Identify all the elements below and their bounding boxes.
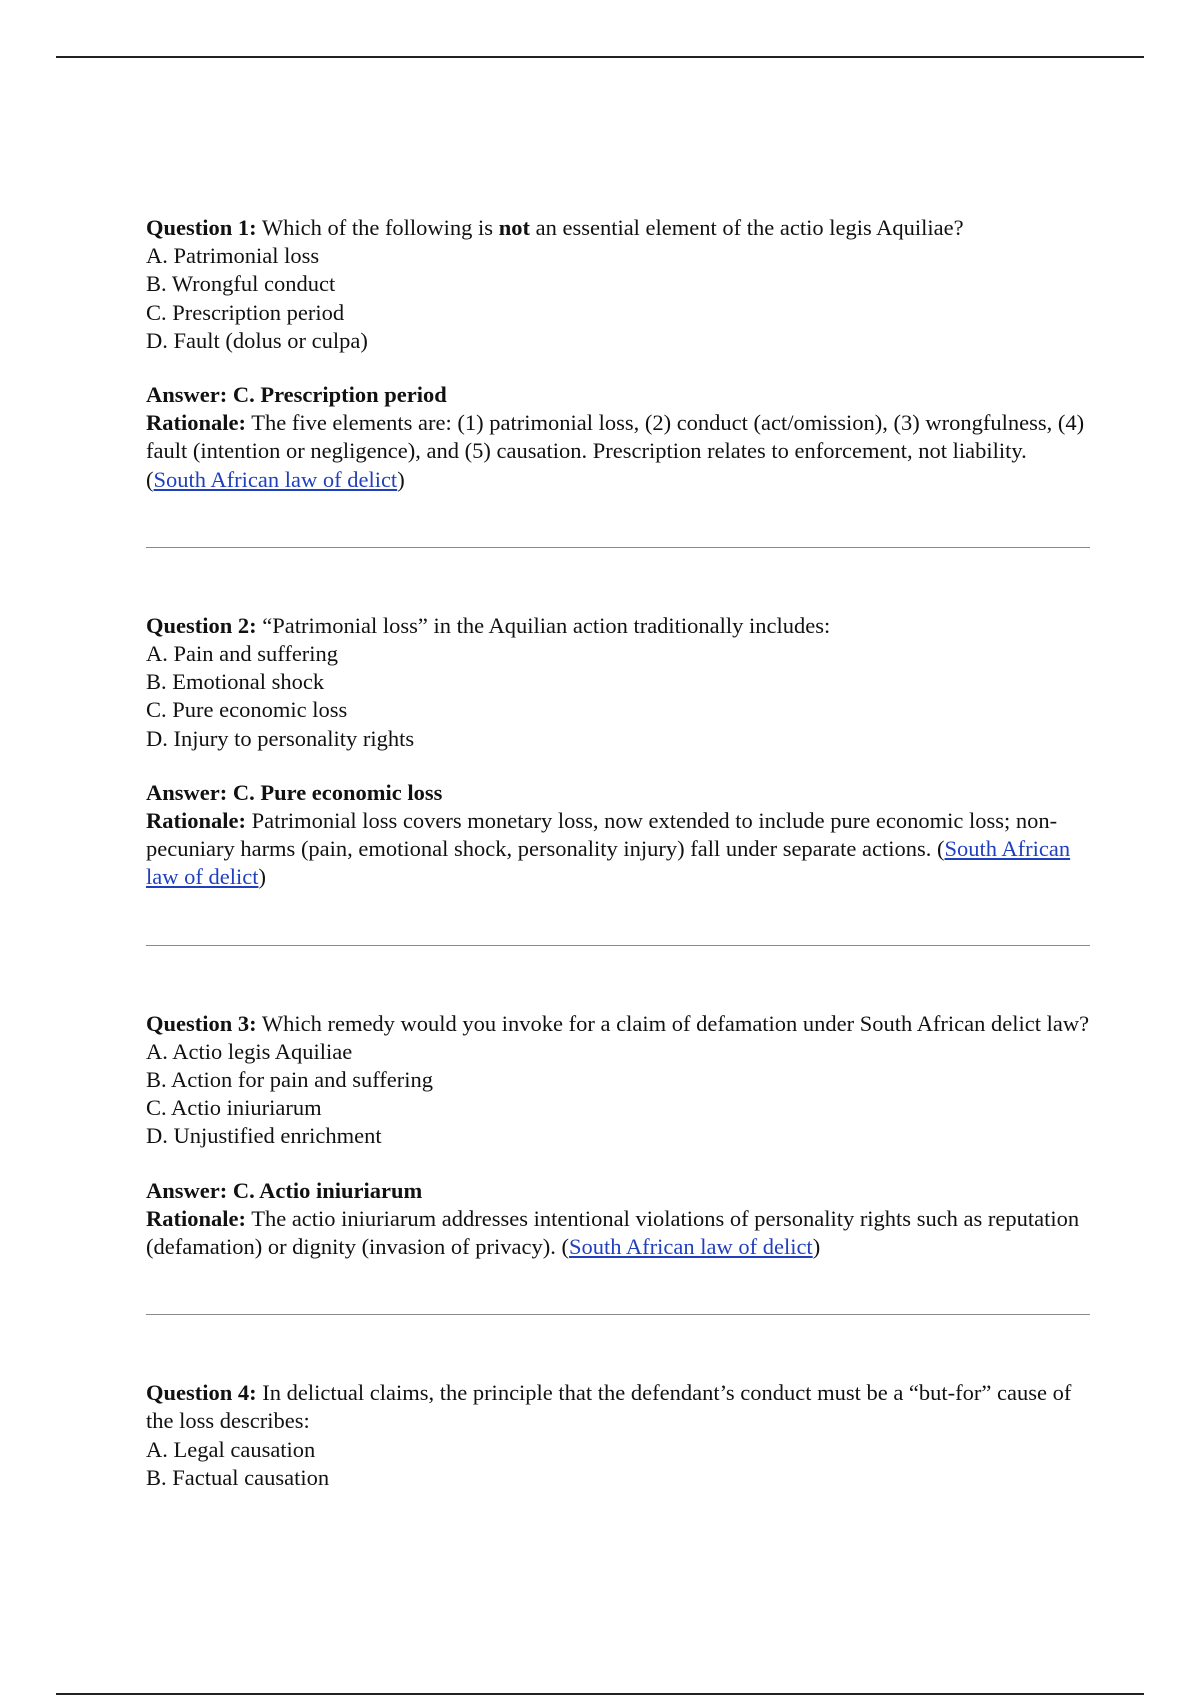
page-top-rule xyxy=(56,56,1144,58)
separator-3 xyxy=(146,1261,1090,1379)
question-2-option-a: A. Pain and suffering xyxy=(146,641,339,667)
question-3-rationale-end: ) xyxy=(812,1234,821,1260)
question-4-option-b: B. Factual causation xyxy=(146,1464,330,1490)
question-1-option-c: C. Prescription period xyxy=(146,299,345,325)
question-2-text-before: “Patrimonial loss” in the Aquilian action traditionally includes: xyxy=(256,612,831,638)
question-4-text-before: In delictual claims, the principle that the defendant’s conduct must be a “but-for” cause of the loss describes: xyxy=(146,1380,1072,1434)
question-4-option-a: A. Legal causation xyxy=(146,1436,316,1462)
question-2-option-c: C. Pure economic loss xyxy=(146,697,348,723)
question-1-text-after: an essential element of the actio legis Aquiliae? xyxy=(529,215,964,240)
question-1-text-before: Which of the following is xyxy=(256,215,499,240)
question-1-rationale xyxy=(146,409,1090,494)
question-1-option-b: B. Wrongful conduct xyxy=(146,271,336,297)
question-2-option-b: B. Emotional shock xyxy=(146,669,325,695)
question-2-rationale-text: Patrimonial loss covers monetary loss, now extended to include pure economic loss; non-pecuniary harms (pain, emotional shock, personality injury) fall under separate actions. ( xyxy=(146,808,1058,862)
question-3-option-d: D. Unjustified enrichment xyxy=(146,1123,382,1149)
question-3-answer-label: Answer: xyxy=(146,1177,228,1203)
question-1-answer-text: C. Prescription period xyxy=(227,382,447,408)
question-3-rationale xyxy=(146,1205,1090,1261)
question-1-rationale-label: Rationale: xyxy=(146,410,246,436)
question-2-option-d: D. Injury to personality rights xyxy=(146,725,415,751)
question-1-source-link[interactable]: South African law of delict xyxy=(153,466,398,492)
question-1-option-d: D. Fault (dolus or culpa) xyxy=(146,327,368,353)
question-2-answer-label: Answer: xyxy=(146,779,228,805)
question-1-stem xyxy=(146,214,1090,242)
question-3-option-b: B. Action for pain and suffering xyxy=(146,1067,434,1093)
question-3-label: Question 3: xyxy=(146,1010,257,1036)
question-3-option-a: A. Actio legis Aquiliae xyxy=(146,1038,353,1064)
question-3-rationale-text: The actio iniuriarum addresses intentional violations of personality rights such as reputation (defamation) or dignity (invasion of privacy). ( xyxy=(146,1205,1080,1260)
question-1-answer-label: Answer: xyxy=(146,382,228,408)
separator-2 xyxy=(146,892,1090,1010)
question-3-option-c: C. Actio iniuriarum xyxy=(146,1095,322,1121)
separator-1 xyxy=(146,494,1090,612)
question-2-stem xyxy=(146,612,1090,640)
question-3-text-before: Which remedy would you invoke for a claim of defamation under South African delict law? xyxy=(256,1010,1090,1036)
question-3-answer-text: C. Actio iniuriarum xyxy=(227,1177,423,1203)
question-1-label: Question 1: xyxy=(146,215,257,240)
question-2-source-link[interactable]: South African law of delict xyxy=(146,836,1071,890)
question-3-stem xyxy=(146,1010,1090,1038)
question-list xyxy=(146,214,1090,1492)
question-2-answer xyxy=(146,779,1090,807)
question-1-answer xyxy=(146,381,1090,409)
question-4-stem xyxy=(146,1379,1090,1435)
question-1-rationale-text: The five elements are: (1) patrimonial loss, (2) conduct (act/omission), (3) wrongfulness, (4) fault (intention or negligence), and (5) causation. Prescription relates to enforcement, not liability. ( xyxy=(146,410,1085,492)
question-3-rationale-label: Rationale: xyxy=(146,1205,246,1231)
question-2-rationale xyxy=(146,807,1090,892)
question-block-3 xyxy=(146,1010,1090,1262)
question-1-text-strong: not xyxy=(498,215,530,240)
question-1-option-a: A. Patrimonial loss xyxy=(146,243,320,269)
page-bottom-rule xyxy=(56,1693,1144,1695)
question-2-rationale-end: ) xyxy=(258,864,266,890)
question-block-1 xyxy=(146,214,1090,494)
question-1-rationale-end: ) xyxy=(397,466,405,492)
question-2-rationale-label: Rationale: xyxy=(146,808,246,834)
question-block-2 xyxy=(146,612,1090,892)
question-block-4 xyxy=(146,1379,1090,1492)
question-3-source-link[interactable]: South African law of delict xyxy=(569,1234,813,1260)
question-4-label: Question 4: xyxy=(146,1380,257,1406)
question-2-label: Question 2: xyxy=(146,612,257,638)
question-3-answer xyxy=(146,1177,1090,1205)
question-2-answer-text: C. Pure economic loss xyxy=(227,779,443,805)
